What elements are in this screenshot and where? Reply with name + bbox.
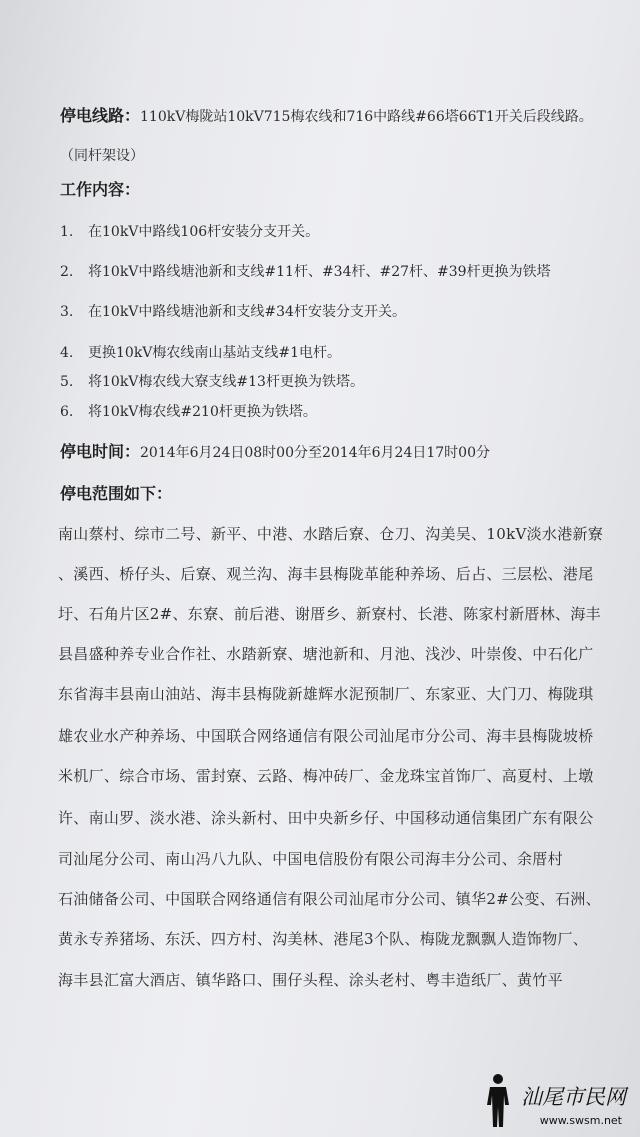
silhouette-figure-icon bbox=[480, 1073, 516, 1129]
outage-lines-row bbox=[60, 106, 593, 127]
outage-area-line: 石油储备公司、中国联合网络通信有限公司汕尾市分公司、镇华2#公变、石洲、 bbox=[58, 890, 601, 908]
outage-area-line: 司汕尾分公司、南山冯八九队、中国电信股份有限公司海丰分公司、余厝村 bbox=[58, 850, 563, 868]
outage-area-line: 南山蔡村、综市二号、新平、中港、水踏后寮、仓刀、沟美吴、10kV淡水港新寮 bbox=[58, 525, 604, 543]
work-item bbox=[60, 222, 319, 242]
work-item bbox=[60, 262, 551, 282]
work-item bbox=[60, 372, 364, 392]
outage-area-line: 米机厂、综合市场、雷封寮、云路、梅冲砖厂、金龙珠宝首饰厂、高夏村、上墩 bbox=[58, 767, 594, 785]
work-item-text: 将10kV梅农线#210杆更换为铁塔。 bbox=[88, 404, 317, 420]
outage-lines-note: （同杆架设） bbox=[60, 148, 144, 164]
outage-area-line: 东省海丰县南山油站、海丰县梅陇新雄辉水泥预制厂、东家亚、大门刀、梅陇琪 bbox=[58, 685, 594, 703]
work-item bbox=[60, 343, 341, 363]
outage-time-row bbox=[60, 442, 490, 463]
work-item-text: 在10kV中路线106杆安装分支开关。 bbox=[88, 224, 320, 240]
work-item-text: 更换10kV梅农线南山基站支线#1电杆。 bbox=[88, 345, 342, 361]
outage-area-line: 海丰县汇富大酒店、镇华路口、围仔头程、涂头老村、粤丰造纸厂、黄竹平 bbox=[58, 971, 563, 989]
outage-lines-label: 停电线路： bbox=[60, 106, 141, 125]
work-content-heading: 工作内容： bbox=[60, 180, 141, 199]
work-item-text: 在10kV中路线塘池新和支线#34杆安装分支开关。 bbox=[88, 304, 406, 320]
watermark-text: 汕尾市民网 bbox=[521, 1085, 626, 1109]
work-item-number: 6. bbox=[60, 404, 74, 420]
outage-time-label: 停电时间： bbox=[60, 442, 141, 461]
work-item-text: 将10kV中路线塘池新和支线#11杆、#34杆、#27杆、#39杆更换为铁塔 bbox=[88, 264, 551, 280]
outage-area-line: 黄永专养猪场、东沃、四方村、沟美林、港尾3个队、梅陇龙飘飘人造饰物厂、 bbox=[58, 930, 589, 948]
work-item bbox=[60, 402, 317, 422]
outage-time-text: 2014年6月24日08时00分至2014年6月24日17时00分 bbox=[140, 445, 490, 461]
work-item-number: 2. bbox=[60, 264, 74, 280]
outage-area-line: 、溪西、桥仔头、后寮、观兰沟、海丰县梅陇革能种养场、后占、三层松、港尾 bbox=[58, 565, 594, 583]
site-watermark bbox=[472, 1081, 632, 1131]
outage-area-line: 雄农业水产种养场、中国联合网络通信有限公司汕尾市分公司、海丰县梅陇坡桥 bbox=[58, 727, 594, 745]
outage-lines-text: 110kV梅陇站10kV715梅农线和716中路线#66塔66T1开关后段线路。 bbox=[140, 109, 593, 125]
outage-area-line: 圩、石角片区2#、东寮、前后港、谢厝乡、新寮村、长港、陈家村新厝林、海丰 bbox=[58, 605, 601, 623]
outage-area-heading: 停电范围如下： bbox=[60, 484, 173, 503]
watermark-url: www.swsm.net bbox=[539, 1114, 622, 1127]
work-item-number: 5. bbox=[60, 374, 74, 390]
outage-area-line: 许、南山罗、淡水港、涂头新村、田中央新乡仔、中国移动通信集团广东有限公 bbox=[58, 809, 594, 827]
work-item-text: 将10kV梅农线大寮支线#13杆更换为铁塔。 bbox=[88, 374, 364, 390]
work-item-number: 4. bbox=[60, 345, 74, 361]
work-item-number: 1. bbox=[60, 224, 74, 240]
outage-area-line: 县昌盛种养专业合作社、水踏新寮、塘池新和、月池、浅沙、叶崇俊、中石化广 bbox=[58, 645, 594, 663]
work-item bbox=[60, 302, 406, 322]
work-item-number: 3. bbox=[60, 304, 74, 320]
